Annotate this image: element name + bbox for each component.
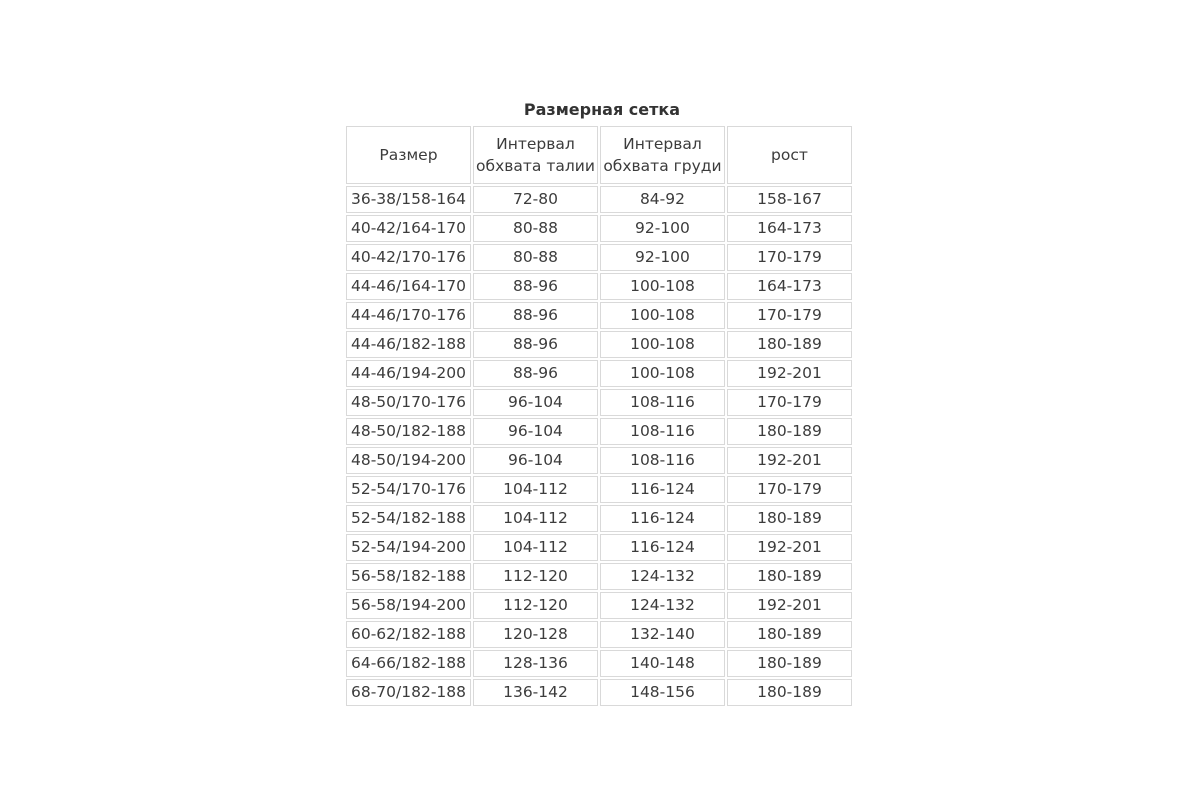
cell-height: 192-201 [727, 360, 852, 387]
cell-waist: 88-96 [473, 273, 598, 300]
table-body [346, 126, 852, 706]
cell-waist: 88-96 [473, 331, 598, 358]
cell-chest: 116-124 [600, 476, 725, 503]
cell-chest: 108-116 [600, 389, 725, 416]
cell-height: 180-189 [727, 621, 852, 648]
cell-waist: 88-96 [473, 302, 598, 329]
table-row [346, 418, 852, 445]
cell-chest: 92-100 [600, 244, 725, 271]
cell-height: 192-201 [727, 447, 852, 474]
cell-size: 60-62/182-188 [346, 621, 471, 648]
cell-height: 180-189 [727, 650, 852, 677]
table-row [346, 563, 852, 590]
cell-height: 180-189 [727, 563, 852, 590]
size-chart [344, 98, 854, 708]
cell-waist: 72-80 [473, 186, 598, 213]
cell-height: 180-189 [727, 331, 852, 358]
cell-waist: 80-88 [473, 244, 598, 271]
cell-size: 36-38/158-164 [346, 186, 471, 213]
table-row [346, 389, 852, 416]
cell-chest: 132-140 [600, 621, 725, 648]
cell-chest: 148-156 [600, 679, 725, 706]
cell-waist: 120-128 [473, 621, 598, 648]
table-row [346, 476, 852, 503]
cell-waist: 96-104 [473, 418, 598, 445]
cell-chest: 140-148 [600, 650, 725, 677]
table-row [346, 331, 852, 358]
cell-height: 170-179 [727, 389, 852, 416]
cell-height: 192-201 [727, 592, 852, 619]
table-row [346, 302, 852, 329]
table-row [346, 186, 852, 213]
cell-height: 180-189 [727, 505, 852, 532]
cell-size: 68-70/182-188 [346, 679, 471, 706]
cell-size: 52-54/170-176 [346, 476, 471, 503]
cell-chest: 116-124 [600, 505, 725, 532]
cell-chest: 108-116 [600, 447, 725, 474]
cell-size: 40-42/164-170 [346, 215, 471, 242]
table-caption: Размерная сетка [523, 100, 681, 119]
table-row [346, 650, 852, 677]
cell-waist: 96-104 [473, 447, 598, 474]
cell-chest: 92-100 [600, 215, 725, 242]
cell-size: 64-66/182-188 [346, 650, 471, 677]
cell-height: 170-179 [727, 244, 852, 271]
cell-chest: 124-132 [600, 592, 725, 619]
cell-size: 48-50/170-176 [346, 389, 471, 416]
header-size: Размер [346, 126, 471, 184]
cell-waist: 104-112 [473, 534, 598, 561]
table-row [346, 447, 852, 474]
table-row [346, 360, 852, 387]
table-row [346, 215, 852, 242]
cell-chest: 100-108 [600, 273, 725, 300]
cell-chest: 100-108 [600, 302, 725, 329]
cell-waist: 112-120 [473, 592, 598, 619]
cell-height: 164-173 [727, 215, 852, 242]
cell-waist: 104-112 [473, 476, 598, 503]
cell-height: 170-179 [727, 476, 852, 503]
header-waist: Интервал обхвата талии [473, 126, 598, 184]
cell-size: 48-50/194-200 [346, 447, 471, 474]
size-table [344, 124, 854, 708]
cell-height: 170-179 [727, 302, 852, 329]
header-row [346, 126, 852, 184]
cell-height: 164-173 [727, 273, 852, 300]
cell-waist: 136-142 [473, 679, 598, 706]
cell-chest: 108-116 [600, 418, 725, 445]
cell-waist: 80-88 [473, 215, 598, 242]
cell-size: 56-58/182-188 [346, 563, 471, 590]
cell-size: 48-50/182-188 [346, 418, 471, 445]
cell-chest: 84-92 [600, 186, 725, 213]
cell-chest: 100-108 [600, 360, 725, 387]
header-height: рост [727, 126, 852, 184]
cell-chest: 100-108 [600, 331, 725, 358]
cell-height: 180-189 [727, 679, 852, 706]
table-row [346, 273, 852, 300]
cell-waist: 88-96 [473, 360, 598, 387]
cell-height: 192-201 [727, 534, 852, 561]
table-row [346, 505, 852, 532]
cell-size: 56-58/194-200 [346, 592, 471, 619]
cell-waist: 104-112 [473, 505, 598, 532]
cell-chest: 116-124 [600, 534, 725, 561]
cell-size: 44-46/182-188 [346, 331, 471, 358]
cell-waist: 128-136 [473, 650, 598, 677]
cell-waist: 96-104 [473, 389, 598, 416]
cell-size: 52-54/182-188 [346, 505, 471, 532]
table-row [346, 679, 852, 706]
cell-height: 180-189 [727, 418, 852, 445]
header-chest: Интервал обхвата груди [600, 126, 725, 184]
table-row [346, 621, 852, 648]
table-row [346, 592, 852, 619]
cell-chest: 124-132 [600, 563, 725, 590]
cell-height: 158-167 [727, 186, 852, 213]
table-row [346, 534, 852, 561]
table-row [346, 244, 852, 271]
cell-size: 44-46/164-170 [346, 273, 471, 300]
cell-size: 44-46/194-200 [346, 360, 471, 387]
cell-waist: 112-120 [473, 563, 598, 590]
cell-size: 52-54/194-200 [346, 534, 471, 561]
cell-size: 44-46/170-176 [346, 302, 471, 329]
cell-size: 40-42/170-176 [346, 244, 471, 271]
